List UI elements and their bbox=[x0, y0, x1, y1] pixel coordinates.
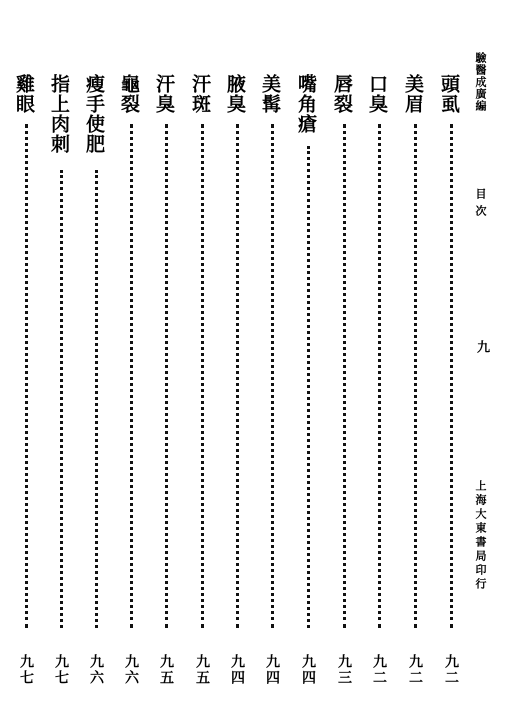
toc-entry-title: 汗斑 bbox=[189, 74, 211, 114]
toc-entry bbox=[223, 74, 255, 686]
toc-entry-title: 頭虱 bbox=[438, 74, 460, 114]
toc-entry-title: 口臭 bbox=[366, 74, 388, 114]
dot-leader bbox=[343, 124, 346, 628]
dot-leader bbox=[130, 124, 133, 628]
toc-entry bbox=[152, 74, 184, 686]
toc-entry-page: 九六 bbox=[123, 654, 139, 686]
toc-entry bbox=[365, 74, 397, 686]
dot-leader bbox=[201, 124, 204, 628]
toc-entry-title: 指上肉刺 bbox=[48, 74, 70, 154]
dot-leader bbox=[165, 124, 168, 628]
toc-entry-page: 九五 bbox=[158, 654, 174, 686]
dot-leader bbox=[271, 124, 274, 628]
toc-entry bbox=[258, 74, 290, 686]
toc-entry bbox=[437, 74, 469, 686]
toc-entry-page: 九七 bbox=[53, 654, 69, 686]
toc-entry-page: 九六 bbox=[88, 654, 104, 686]
toc-entry-title: 唇裂 bbox=[331, 74, 353, 114]
dot-leader bbox=[95, 170, 98, 628]
toc-entry bbox=[294, 74, 326, 686]
dot-leader bbox=[236, 124, 239, 628]
toc-entry-title: 嘴角瘡 bbox=[295, 74, 317, 134]
toc-entry bbox=[12, 74, 44, 686]
toc-entry-page: 九五 bbox=[194, 654, 210, 686]
toc-entry-title: 汗臭 bbox=[153, 74, 175, 114]
toc-entry-page: 九四 bbox=[229, 654, 245, 686]
dot-leader bbox=[25, 124, 28, 628]
book-title: 驗醫成廣編 bbox=[474, 52, 487, 112]
toc-entry-page: 九二 bbox=[371, 654, 387, 686]
toc-entry bbox=[82, 74, 114, 686]
page-header bbox=[469, 52, 501, 692]
toc-entry-title: 美髯 bbox=[259, 74, 281, 114]
dot-leader bbox=[414, 124, 417, 628]
section-label: 目次 bbox=[474, 188, 487, 222]
publisher-label: 上海大東書局印行 bbox=[474, 480, 487, 592]
toc-entry bbox=[330, 74, 362, 686]
toc-entry bbox=[188, 74, 220, 686]
toc-entry-title: 瘦手使肥 bbox=[83, 74, 105, 154]
toc-entry-title: 美眉 bbox=[402, 74, 424, 114]
dot-leader bbox=[450, 124, 453, 628]
toc-entry-title: 腋臭 bbox=[224, 74, 246, 114]
toc-entry-title: 雞眼 bbox=[13, 74, 35, 114]
dot-leader bbox=[378, 124, 381, 628]
dot-leader bbox=[60, 170, 63, 628]
toc-entry-page: 九四 bbox=[264, 654, 280, 686]
toc-entry-page: 九二 bbox=[443, 654, 459, 686]
toc-entry bbox=[117, 74, 149, 686]
toc-entry bbox=[401, 74, 433, 686]
dot-leader bbox=[307, 146, 310, 628]
toc-entry-page: 九三 bbox=[336, 654, 352, 686]
toc-entry-page: 九二 bbox=[407, 654, 423, 686]
toc-entry-page: 九七 bbox=[18, 654, 34, 686]
toc-entry-page: 九四 bbox=[300, 654, 316, 686]
page-number: 九 bbox=[474, 340, 489, 353]
toc-entry-title: 龜裂 bbox=[118, 74, 140, 114]
toc-entry bbox=[47, 74, 79, 686]
